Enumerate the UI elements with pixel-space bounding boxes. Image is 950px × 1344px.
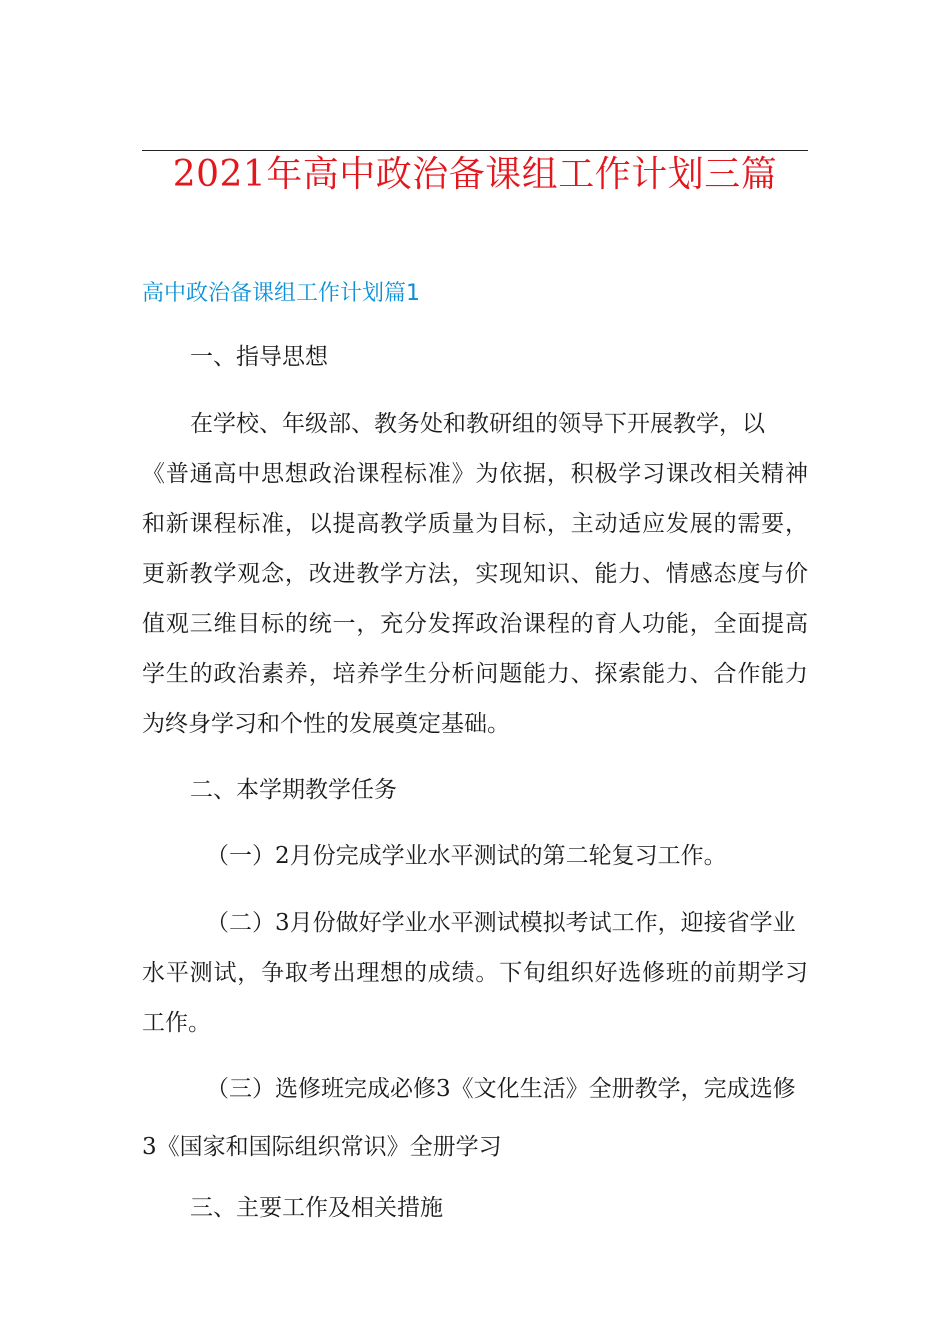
paragraph-line: 3《国家和国际组织常识》全册学习	[142, 1134, 502, 1160]
section-heading: 高中政治备课组工作计划篇1	[142, 281, 420, 306]
paragraph-line: 《普通高中思想政治课程标准》为依据，积极学习课改相关精神	[142, 461, 808, 487]
heading-main-work: 三、主要工作及相关措施	[190, 1195, 443, 1221]
paragraph-line: 和新课程标准，以提高教学质量为目标，主动适应发展的需要，	[142, 511, 808, 537]
paragraph-line: 为终身学习和个性的发展奠定基础。	[142, 711, 510, 737]
paragraph-line: 更新教学观念，改进教学方法，实现知识、能力、情感态度与价	[142, 561, 808, 587]
document-title: 2021年高中政治备课组工作计划三篇	[172, 154, 778, 195]
paragraph-line: （三）选修班完成必修3《文化生活》全册教学，完成选修	[206, 1076, 796, 1102]
paragraph-line: 学生的政治素养，培养学生分析问题能力、探索能力、合作能力	[142, 661, 808, 687]
task-item-1: （一）2月份完成学业水平测试的第二轮复习工作。	[206, 843, 727, 869]
heading-guiding-thought: 一、指导思想	[190, 344, 328, 370]
paragraph-line: 水平测试，争取考出理想的成绩。下旬组织好选修班的前期学习	[142, 960, 808, 986]
heading-semester-tasks: 二、本学期教学任务	[190, 777, 397, 803]
paragraph-line: （二）3月份做好学业水平测试模拟考试工作，迎接省学业	[206, 910, 796, 936]
paragraph-line: 工作。	[142, 1010, 211, 1036]
paragraph-line: 在学校、年级部、教务处和教研组的领导下开展教学，以	[190, 411, 765, 437]
paragraph-line: 值观三维目标的统一，充分发挥政治课程的育人功能，全面提高	[142, 611, 808, 637]
header-rule	[142, 150, 808, 151]
